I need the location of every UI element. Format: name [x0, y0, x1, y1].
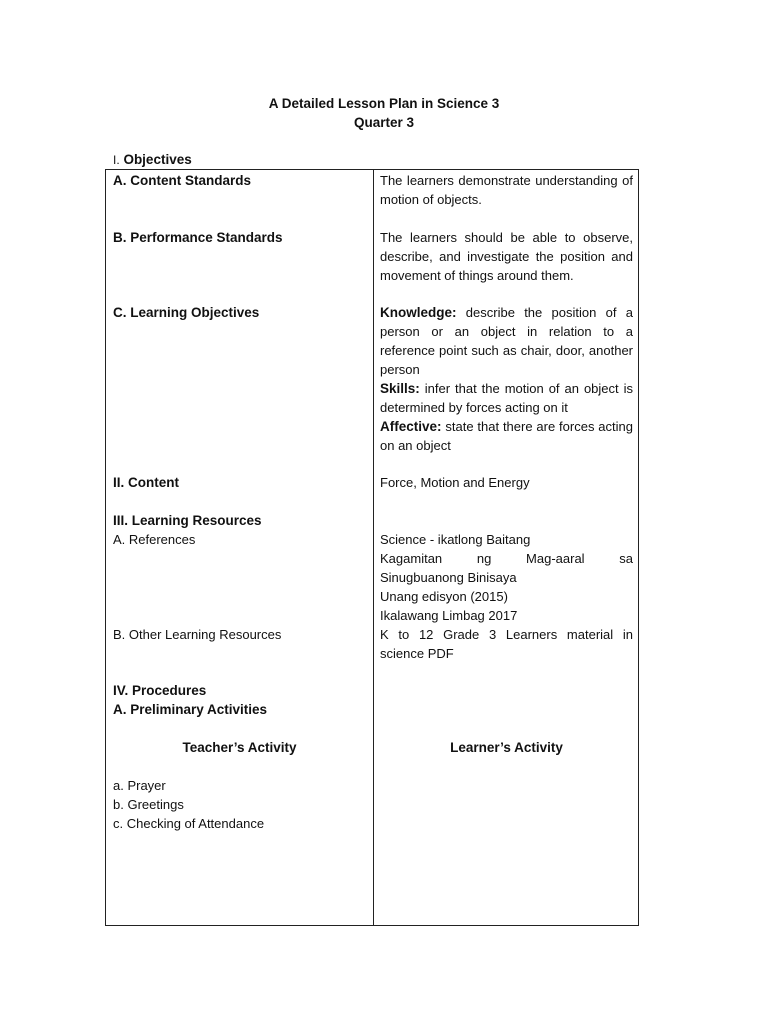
learning-objectives-label: C. Learning Objectives [113, 305, 260, 320]
reference-line: Science - ikatlong Baitang [380, 532, 531, 547]
performance-standards-text: The learners should be able to observe, describe, and investigate the position and movement of things around them. [380, 230, 633, 283]
reference-line: Unang edisyon (2015) [380, 589, 508, 604]
lesson-plan-title: A Detailed Lesson Plan in Science 3 [268, 96, 500, 111]
preliminary-activities-label: A. Preliminary Activities [113, 702, 268, 717]
content-label: II. Content [113, 475, 179, 490]
content-standards-text: The learners demonstrate understanding of motion of objects. [380, 173, 633, 207]
procedures-label: IV. Procedures [113, 683, 207, 698]
quarter-subtitle: Quarter 3 [353, 115, 415, 130]
references-list [380, 530, 633, 625]
activity-item: b. Greetings [113, 797, 184, 812]
reference-line: Ikalawang Limbag 2017 [380, 608, 518, 623]
activity-list [113, 776, 365, 833]
skills-text: infer that the motion of an object is determined by forces acting on it [380, 381, 633, 415]
skills-label: Skills: [380, 381, 420, 396]
objectives-number: I. [113, 153, 120, 167]
knowledge-label: Knowledge: [380, 305, 457, 320]
objectives-label: Objectives [123, 152, 192, 167]
affective-text: state that there are forces acting on an object [380, 419, 633, 453]
knowledge-text: describe the position of a person or an object in relation to a reference point such as chair, door, another person [380, 305, 633, 377]
activity-item: c. Checking of Attendance [113, 816, 265, 831]
teacher-activity-header: Teacher’s Activity [182, 740, 297, 755]
performance-standards-label: B. Performance Standards [113, 230, 283, 245]
reference-line: Sinugbuanong Binisaya [380, 570, 517, 585]
learning-resources-label: III. Learning Resources [113, 513, 262, 528]
other-resources-text: K to 12 Grade 3 Learners material in science PDF [380, 627, 633, 661]
content-text: Force, Motion and Energy [380, 475, 530, 490]
learner-activity-header: Learner’s Activity [450, 740, 563, 755]
learning-objectives-text [380, 303, 633, 455]
references-label: A. References [113, 532, 196, 547]
other-resources-label: B. Other Learning Resources [113, 627, 282, 642]
objectives-heading [113, 150, 192, 170]
affective-label: Affective: [380, 419, 442, 434]
content-standards-label: A. Content Standards [113, 173, 252, 188]
reference-line: Kagamitan ng Mag-aaral sa [380, 551, 633, 566]
column-divider [373, 170, 374, 925]
activity-item: a. Prayer [113, 778, 166, 793]
lesson-plan-table [105, 169, 639, 926]
